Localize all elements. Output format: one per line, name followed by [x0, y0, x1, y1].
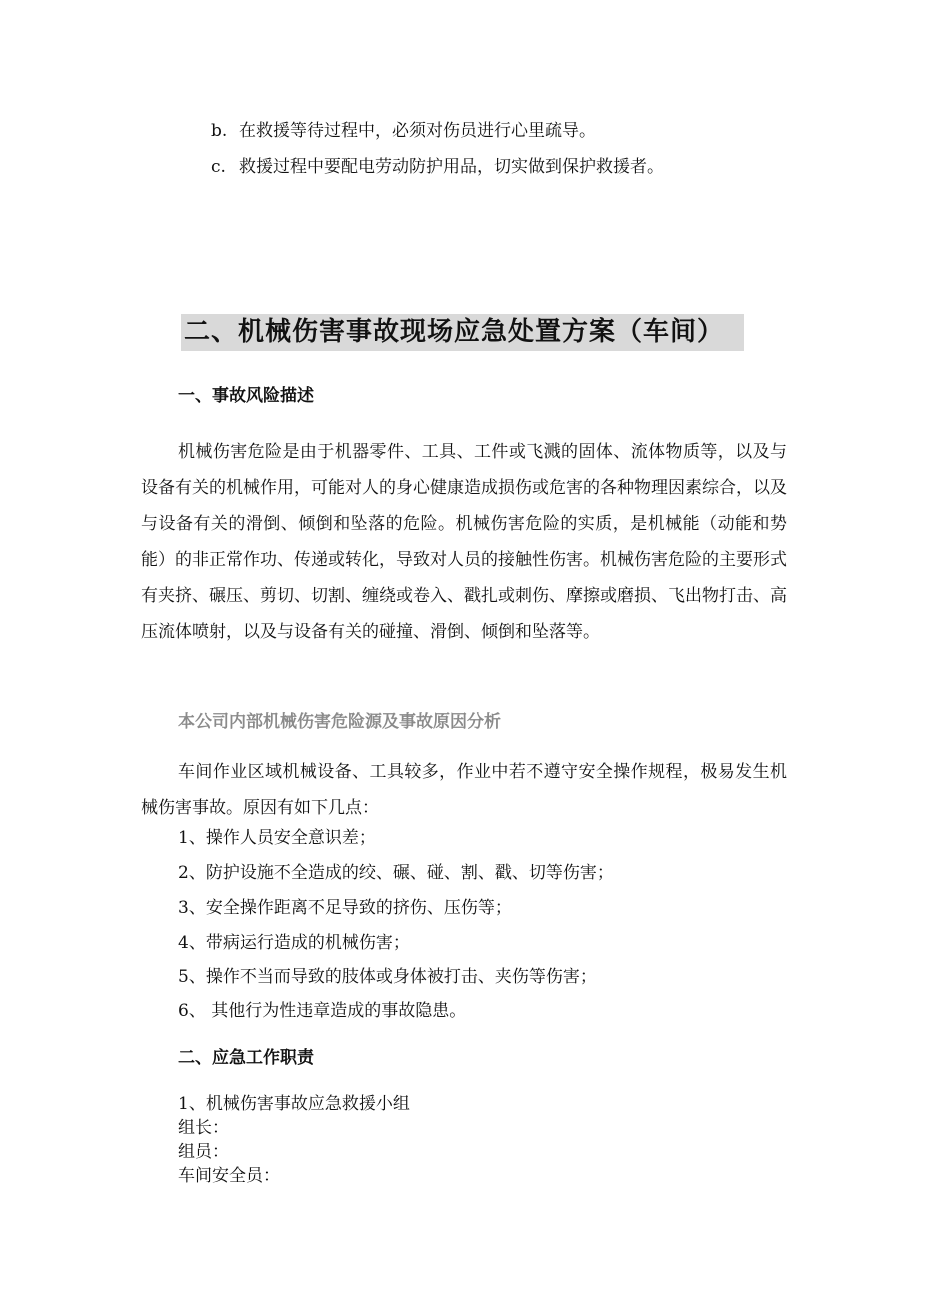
list-label: b. [211, 121, 228, 141]
list-item-c [211, 157, 664, 177]
heading-risk-description: 一、事故风险描述 [178, 386, 314, 406]
rescue-team-title: 1、机械伤害事故应急救援小组 [178, 1094, 410, 1114]
heading-emergency-duties: 二、应急工作职责 [178, 1048, 314, 1068]
analysis-paragraph: 车间作业区域机械设备、工具较多，作业中若不遵守安全操作规程，极易发生机械伤害事故。原因有如下几点： [141, 762, 787, 818]
cause-item: 3、安全操作距离不足导致的挤伤、压伤等； [178, 898, 512, 918]
cause-item: 4、带病运行造成的机械伤害； [178, 933, 410, 953]
list-text: 救援过程中要配电劳动防护用品，切实做到保护救援者。 [239, 157, 664, 177]
team-members: 组员： [178, 1142, 229, 1162]
risk-paragraph: 机械伤害危险是由于机器零件、工具、工件或飞溅的固体、流体物质等，以及与设备有关的机械作用，可能对人的身心健康造成损伤或危害的各种物理因素综合，以及与设备有关的滑倒、倾倒和坠落的危险。机械伤害危险的实质，是机械能（动能和势能）的非正常作功、传递或转化，导致对人员的接触性伤害。机械伤害危险的主要形式有夹挤、碾压、剪切、切割、缠绕或卷入、戳扎或刺伤、摩擦或磨损、飞出物打击、高压流体喷射，以及与设备有关的碰撞、滑倒、倾倒和坠落等。 [141, 442, 787, 642]
cause-item: 1、操作人员安全意识差； [178, 828, 376, 848]
heading-hazard-analysis: 本公司内部机械伤害危险源及事故原因分析 [178, 712, 501, 732]
list-text: 在救援等待过程中，必须对伤员进行心里疏导。 [239, 121, 596, 141]
cause-item: 2、防护设施不全造成的绞、碾、碰、割、戳、切等伤害； [178, 863, 614, 883]
cause-item: 6、 其他行为性违章造成的事故隐患。 [178, 1001, 467, 1021]
team-safety-officer: 车间安全员： [178, 1166, 280, 1186]
section-title: 二、机械伤害事故现场应急处置方案（车间） [184, 317, 725, 347]
list-label: c. [211, 157, 226, 177]
list-item-b [211, 121, 596, 141]
cause-item: 5、操作不当而导致的肢体或身体被打击、夹伤等伤害； [178, 967, 597, 987]
team-leader: 组长： [178, 1118, 229, 1138]
